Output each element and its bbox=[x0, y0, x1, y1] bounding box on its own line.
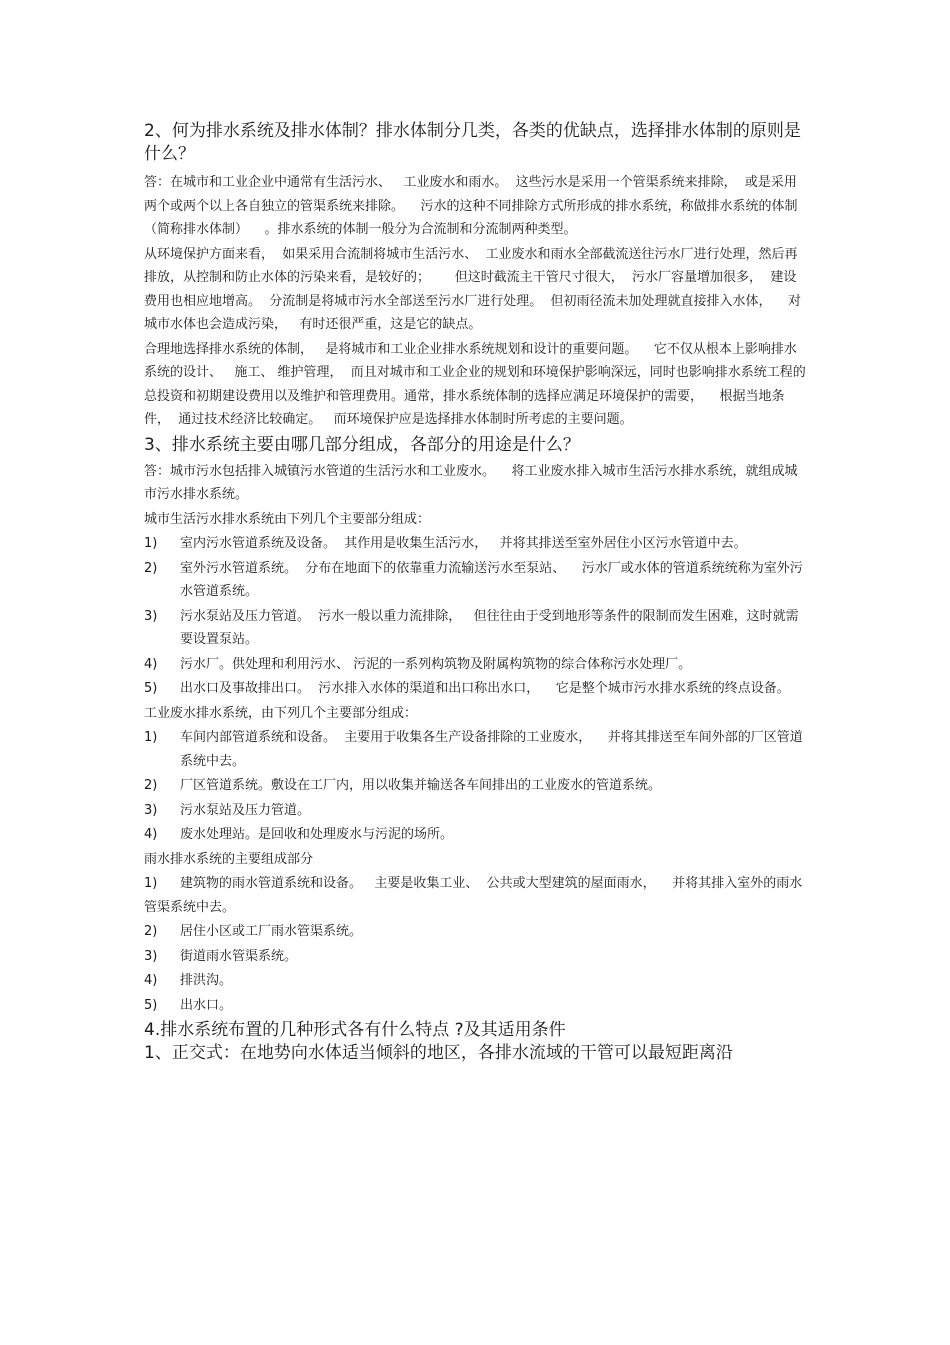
list-number: 1) bbox=[144, 730, 158, 745]
list-item bbox=[144, 945, 809, 969]
question-3-title: 3、排水系统主要由哪几部分组成，各部分的用途是什么？ bbox=[144, 434, 580, 455]
q2-answer-paragraph-2: 从环境保护方面来看， 如果采用合流制将城市生活污水、 工业废水和雨水全部截流送往污水厂进行处理，然后再排放，从控制和防止水体的污染来看，是较好的； 但这时截流主干管尺寸很大， 污水厂容量增加很多， 建设费用也相应地增高。 分流制是将城市污水全部送至污水厂进行处理。 但初雨径流未加处理就直接排入水体， 对城市水体也会造成污染， 有时还很严重，这是它的缺点。 bbox=[144, 246, 802, 332]
list-number: 3) bbox=[144, 948, 158, 964]
list-number: 4) bbox=[144, 656, 158, 672]
list-number: 2) bbox=[144, 560, 158, 576]
list-item bbox=[144, 677, 809, 701]
list-text: 废水处理站。是回收和处理废水与污泥的场所。 bbox=[180, 827, 454, 842]
list-number: 1) bbox=[144, 536, 158, 551]
list-item bbox=[144, 799, 809, 823]
list-number: 4) bbox=[144, 973, 158, 988]
list-number: 5) bbox=[144, 681, 158, 696]
list-item bbox=[144, 653, 809, 677]
list-item bbox=[144, 823, 809, 847]
urban-system-intro: 城市生活污水排水系统由下列几个主要部分组成： bbox=[144, 511, 431, 527]
q2-answer-paragraph-1: 答：在城市和工业企业中通常有生活污水、 工业废水和雨水。 这些污水是采用一个管渠系统来排除， 或是采用两个或两个以上各自独立的管渠系统来排除。 污水的这种不同排除方式所形成的排水系统，称做排水系统的体制（简称排水体制） 。排水系统的体制一般分为合流制和分流制两种类型。 bbox=[144, 175, 798, 237]
list-item bbox=[144, 557, 809, 604]
q4-line-1: 1、正交式：在地势向水体适当倾斜的地区，各排水流域的干管可以最短距离沿 bbox=[144, 1043, 733, 1063]
list-text: 街道雨水管渠系统。 bbox=[180, 948, 298, 964]
list-text: 厂区管道系统。敷设在工厂内，用以收集并输送各车间排出的工业废水的管道系统。 bbox=[180, 778, 662, 793]
list-number: 4) bbox=[144, 827, 158, 842]
document-body bbox=[144, 120, 809, 1065]
list-number: 2) bbox=[144, 924, 158, 939]
list-text: 污水泵站及压力管道。 污水一般以重力流排除， 但往往由于受到地形等条件的限制而发生困难，这时就需要设置泵站。 bbox=[180, 608, 799, 647]
list-number: 1) bbox=[144, 876, 158, 891]
list-item bbox=[144, 969, 809, 993]
list-item bbox=[144, 726, 809, 773]
list-text: 污水泵站及压力管道。 bbox=[180, 802, 311, 818]
list-item bbox=[144, 872, 809, 919]
list-text: 车间内部管道系统和设备。 主要用于收集各生产设备排除的工业废水， 并将其排送至车间外部的厂区管道系统中去。 bbox=[180, 730, 803, 769]
list-number: 2) bbox=[144, 778, 158, 793]
list-text: 居住小区或工厂雨水管渠系统。 bbox=[180, 924, 363, 939]
list-text: 出水口及事故排出口。 污水排入水体的渠道和出口称出水口， 它是整个城市污水排水系统的终点设备。 bbox=[180, 681, 790, 696]
list-item bbox=[144, 605, 809, 652]
list-text: 室外污水管道系统。 分布在地面下的依靠重力流输送污水至泵站、 污水厂或水体的管道系统统称为室外污水管道系统。 bbox=[180, 560, 803, 599]
list-text: 排洪沟。 bbox=[180, 973, 233, 988]
list-item bbox=[144, 532, 809, 556]
question-4-title: 4.排水系统布置的几种形式各有什么特点 ?及其适用条件 bbox=[144, 1020, 566, 1040]
list-text: 室内污水管道系统及设备。 其作用是收集生活污水， 并将其排送至室外居住小区污水管道中去。 bbox=[180, 536, 747, 551]
list-text: 出水口。 bbox=[180, 997, 233, 1013]
rain-system-intro: 雨水排水系统的主要组成部分 bbox=[144, 851, 314, 867]
list-text: 建筑物的雨水管道系统和设备。 主要是收集工业、 公共或大型建筑的屋面雨水， 并将其排入室外的雨水管渠系统中去。 bbox=[144, 876, 803, 915]
question-2-title: 2、何为排水系统及排水体制？排水体制分几类，各类的优缺点，选择排水体制的原则是什么？ bbox=[144, 121, 801, 164]
list-text: 污水厂。供处理和利用污水、 污泥的一系列构筑物及附属构筑物的综合体称污水处理厂。 bbox=[180, 656, 692, 672]
industrial-system-intro: 工业废水排水系统，由下列几个主要部分组成： bbox=[144, 705, 418, 721]
list-number: 3) bbox=[144, 802, 158, 818]
list-item bbox=[144, 994, 809, 1018]
list-number: 3) bbox=[144, 608, 158, 624]
list-number: 5) bbox=[144, 997, 158, 1013]
q3-answer: 答：城市污水包括排入城镇污水管道的生活污水和工业废水。 将工业废水排入城市生活污水排水系统，就组成城市污水排水系统。 bbox=[144, 463, 798, 502]
list-item bbox=[144, 920, 809, 944]
list-item bbox=[144, 774, 809, 798]
q2-answer-paragraph-3: 合理地选择排水系统的体制， 是将城市和工业企业排水系统规划和设计的重要问题。 它不仅从根本上影响排水系统的设计、 施工、 维护管理， 而且对城市和工业企业的规划和环境保护影响深远，同时也影响排水系统工程的总投资和初期建设费用以及维护和管理费用。通常，排水系统体制的选择应满足环境保护的需要， 根据当地条件， 通过技术经济比较确定。 而环境保护应是选择排水体制时所考虑的主要问题。 bbox=[144, 341, 806, 427]
